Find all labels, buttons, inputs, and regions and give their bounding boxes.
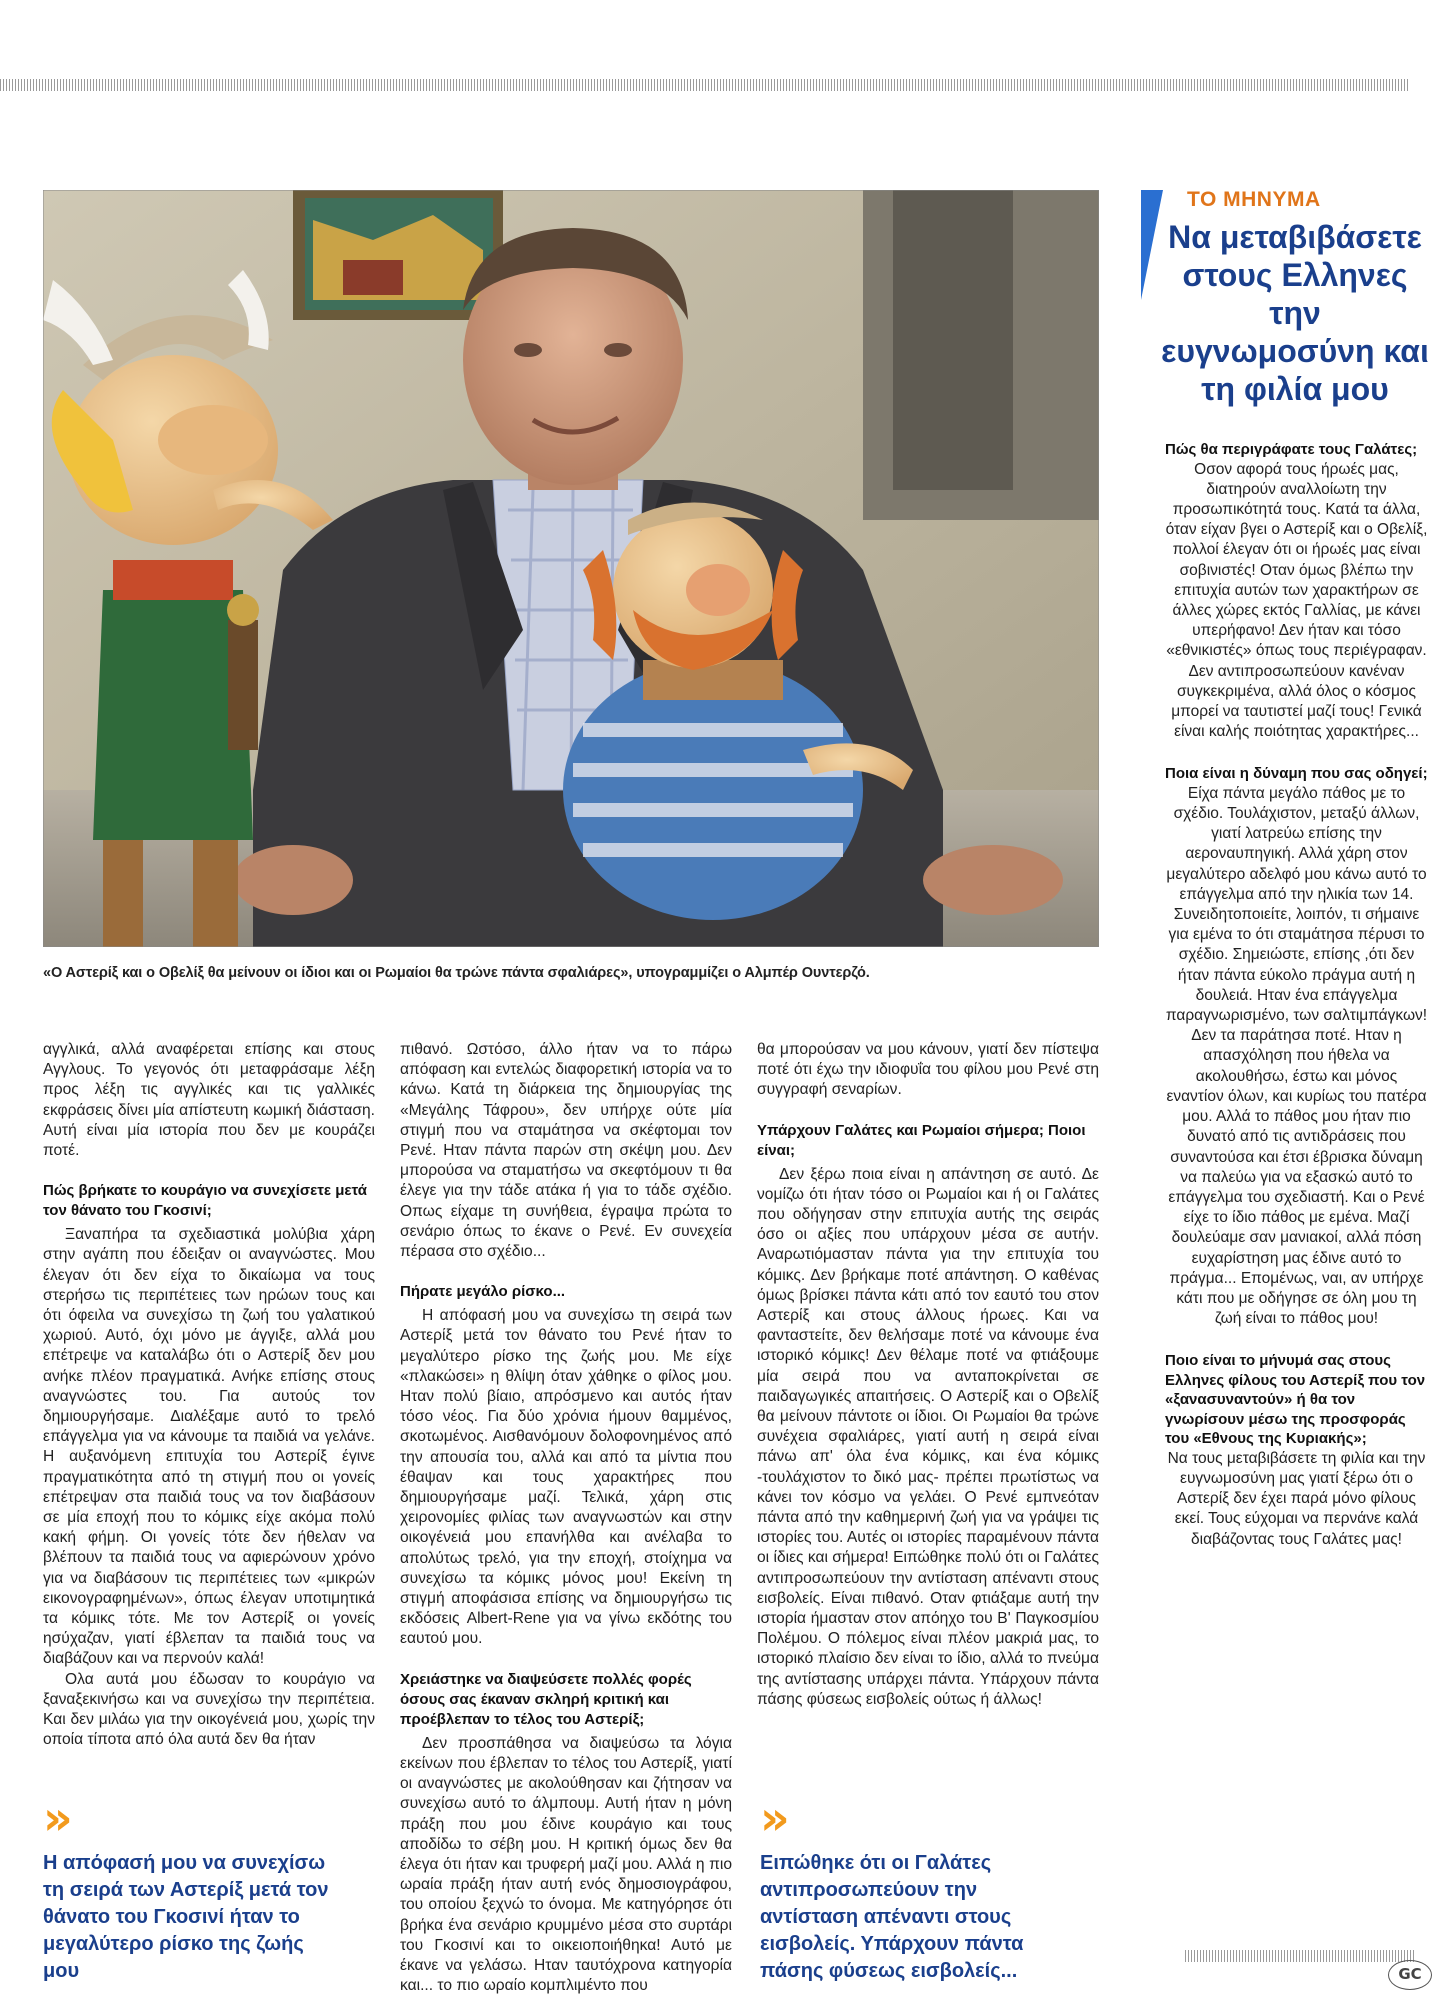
interview-question: Υπάρχουν Γαλάτες και Ρωμαίοι σήμερα; Ποιοι είναι; [757, 1121, 1086, 1159]
article-column-1 [43, 1040, 375, 1751]
article-column-2 [400, 1040, 732, 1996]
top-barcode [0, 79, 1410, 91]
sidebar-interview [1165, 440, 1428, 1572]
double-chevron-icon: » [43, 1791, 63, 1845]
sidebar-answer: Είχα πάντα μεγάλο πάθος με το σχέδιο. Τουλάχιστον, μεταξύ άλλων, γιατί λατρεύω επίσης την αεροναυπηγική. Αλλά χάρη στον μεγαλύτερο αδελφό μου κάνω αυτό το επάγγελμα από την ηλικία των 14. Συνειδητοποιείτε, λοιπόν, τι σήμαινε για εμένα το ότι σταμάτησα πέρυσι το σχέδιο. Σημειώστε, επίσης ,ότι δεν ήταν πάντα εύκολο πράγμα αυτή η δουλειά. Ηταν ένα επάγγελμα παραγνωρισμένο, των σαλτιμπάγκων! Δεν τα παράτησα ποτέ. Ηταν η απασχόληση που ήθελα να ακολουθήσω, έστω και μόνος εναντίον όλων, και κυρίως του πατέρα μου. Αλλά το πάθος μου ήταν πιο δυνατό από τις αντιδράσεις που συναντούσα και έτσι έβρισκα δύναμη να παλεύω για να εξασκώ αυτό το επάγγελμα του σχεδιαστή. Και ο Ρενέ είχε το ίδιο πάθος με εμένα. Μαζί δουλεύαμε σαν μανιακοί, αλλά πόση ευχαρίστηση μας έδινε αυτό το πράγμα... Επομένως, ναι, αν υπήρχε κάτι που με οδήγησε σε όλη μου τη ζωή είναι το πάθος μου! [1165, 784, 1428, 1328]
paragraph: Ολα αυτά μου έδωσαν το κουράγιο να ξαναξεκινήσω και να συνεχίσω την περιπέτεια. Και δεν μιλάω για την οικογένειά μου, χωρίς την οποία τίποτα από όλα αυτά δεν θα ήταν [43, 1670, 375, 1749]
paragraph: αγγλικά, αλλά αναφέρεται επίσης και στους Αγγλους. Το γεγονός ότι μεταφράσαμε λέξη προς λέξη τις αγγλικές και τις γαλλικές εκφράσεις δίνει μία απίστευτη κωμική διάσταση. Αυτή είναι μία ιστορία που δεν με κουράζει ποτέ. [43, 1041, 375, 1160]
interview-question: Πήρατε μεγάλο ρίσκο... [400, 1283, 566, 1301]
paragraph: Δεν ξέρω ποια είναι η απάντηση σε αυτό. Δε νομίζω ότι ήταν τόσο οι Ρωμαίοι και ή οι Γαλάτες που οδήγησαν στην επιτυχία αυτής της σειράς όσο οι αξίες που υπάρχουν μέσα σε αυτήν. Αναρωτιόμασταν πάντα για την επιτυχία του κόμικς. Δεν βρήκαμε ποτέ απάντηση. Ο καθένας όμως βρίσκει πάντα κάτι από τον εαυτό του στον Αστερίξ και στους άλλους ήρωες. Και να φανταστείτε, δεν θελήσαμε ποτέ να κάνουμε ένα ιστορικό κόμικς! Δεν θέλαμε ποτέ να φτιάξουμε μία σειρά που να ανταποκρίνεται σε παιδαγωγικές απαιτήσεις. Ο Αστερίξ και ο Οβελίξ θα μείνουν πάντοτε οι ίδιοι. Οι Ρωμαίοι θα τρώνε συνέχεια σφαλιάρες, γιατί αυτή η σειρά είναι πάνω απ' όλα ένα κόμικς, και ένα κόμικς -τουλάχιστον το δικό μας- πρέπει πρωτίστως να κάνει τον κόσμο να γελάει. Ο Ρενέ εμπνεόταν πάντα από την καθημερινή ζωή για να γράψει τις ιστορίες του. Αυτές οι ιστορίες παραμένουν πάντα οι ίδιες και σήμερα! Ειπώθηκε πολύ ότι οι Γαλάτες αντιπροσωπεύουν την αντίσταση απέναντι στους εισβολείς. Είναι πιθανό. Οταν φτιάξαμε αυτή την ιστορία ήμασταν στον απόηχο του Β' Παγκοσμίου Πολέμου. Ο πόλεμος είναι πλέον μακριά μας, το ιστορικό πλαίσιο δεν είναι το ίδιο, αλλά το πνεύμα της αντίστασης υπάρχει πάντα. Υπάρχουν πάντα πάσης φύσεως εισβολείς ούτως ή άλλως! [757, 1165, 1099, 1708]
pull-quote-text: Ειπώθηκε ότι οι Γαλάτες αντιπροσωπεύουν την αντίσταση απέναντι στους εισβολείς. Υπάρχουν πάντα πάσης φύσεως εισβολείς... [760, 1852, 1024, 1982]
interview-question: Πώς βρήκατε το κουράγιο να συνεχίσετε μετά τον θάνατο του Γκοσινί; [43, 1182, 367, 1220]
article-column-3 [757, 1040, 1099, 1710]
interview-question: Χρειάστηκε να διαψεύσετε πολλές φορές όσους σας έκαναν σκληρή κριτική και προέβλεπαν το τέλος του Αστερίξ; [400, 1670, 692, 1728]
bottom-barcode [1185, 1950, 1415, 1962]
paragraph: θα μπορούσαν να μου κάνουν, γιατί δεν πίστεψα ποτέ ότι έχω την ιδιοφυΐα του φίλου μου Ρενέ στη συγγραφή σεναρίων. [757, 1041, 1099, 1099]
sidebar-answer: Να τους μεταβιβάσετε τη φιλία και την ευγνωμοσύνη μας γιατί ξέρω ότι ο Αστερίξ δεν έχει παρά μόνο φίλους εκεί. Τους εύχομαι να περνάνε καλά διαβάζοντας τους Γαλάτες μας! [1167, 1449, 1426, 1548]
pull-quote-1 [43, 1791, 343, 1985]
gc-watermark: GC [1388, 1960, 1432, 1990]
pull-quote-text: Η απόφασή μου να συνεχίσω τη σειρά των Αστερίξ μετά τον θάνατο του Γκοσινί ήταν το μεγαλύτερο ρίσκο της ζωής μου [43, 1852, 329, 1982]
sidebar-answer: Οσον αφορά τους ήρωές μας, διατηρούν αναλλοίωτη την προσωπικότητά τους. Κατά τα άλλα, όταν είχαν βγει ο Αστερίξ και ο Οβελίξ, πολλοί έλεγαν ότι οι ήρωές μας είναι σοβινιστές! Οταν όμως βλέπω την επιτυχία αυτών των χαρακτήρων σε άλλες χώρες εκτός Γαλλίας, με κάνει υπερήφανο! Δεν ήταν και τόσο «εθνικιστές» όπως τους περιέγραφαν. Δεν αντιπροσωπεύουν κανέναν συγκεκριμένα, αλλά όλος ο κόσμος μπορεί να ταυτιστεί μαζί τους! Γενικά είναι καλής ποιότητας χαρακτήρες... [1165, 460, 1428, 741]
double-chevron-icon: » [760, 1791, 780, 1845]
article-photo [43, 190, 1099, 947]
sidebar-question: Ποια είναι η δύναμη που σας οδηγεί; [1165, 765, 1428, 783]
paragraph: Ξαναπήρα τα σχεδιαστικά μολύβια χάρη στην αγάπη που έδειξαν οι αναγνώστες. Μου έλεγαν ότι δεν είχα το δικαίωμα να τους στερήσω τις περιπέτειες των ηρώων τους και ότι όφειλα να συνεχίσω τη ζωή του γαλατικού χωριού. Αυτό, όχι μόνο με άγγιξε, αλλά μου επέτρεψε να καταλάβω ότι ο Αστερίξ δεν μου ανήκε πλέον πραγματικά. Ανήκε επίσης στους αναγνώστες του. Για αυτούς τον δημιουργήσαμε. Διαλέξαμε αυτό το τρελό επάγγελμα για να κάνουμε τα παιδιά να γελάνε. Η αυξανόμενη επιτυχία του Αστερίξ έγινε πραγματικότητα από τη στιγμή που οι γονείς επέτρεψαν στα παιδιά τους να τον διαβάσουν σε μία εποχή που το κόμικς είχε ακόμα πολύ κακή φήμη. Οι γονείς τότε δεν ήθελαν να βλέπουν τα παιδιά τους να αφιερώνουν χρόνο για να διαβάσουν τις περιπέτειες των «μικρών εικονογραφημένων», όπως έλεγαν υποτιμητικά τα κόμικς τότε. Με τον Αστερίξ οι γονείς ησύχαζαν, γιατί έβλεπαν τα παιδιά τους να διαβάζουν και να περνούν καλά! [43, 1226, 375, 1668]
paragraph: Δεν προσπάθησα να διαψεύσω τα λόγια εκείνων που έβλεπαν το τέλος του Αστερίξ, γιατί οι αναγνώστες με ακολούθησαν και ζήτησαν να συνεχίσω αυτό το άλμπουμ. Αυτή ήταν η μόνη πράξη που μου έδινε κουράγιο και τους αποδίδω το σέβη μου. Η κριτική όμως δεν θα έλεγα ότι ήταν και τρυφερή μαζί μου. Αλλά η πιο ωραία πράξη ήταν αυτή ενός δημοσιογράφου, του οποίου ξεχνώ το όνομα. Με κατηγόρησε ότι βρήκα ένα σενάριο κρυμμένο μέσα στο συρτάρι του Γκοσινί και το οικειοποιήθηκα! Αυτό με έκανε να γελάσω. Ηταν ταυτόχρονα κατηγορία και... το πιο ωραίο κομπλιμέντο που [400, 1734, 732, 1995]
pull-quote-2 [760, 1791, 1080, 1985]
photo-caption: «Ο Αστερίξ και ο Οβελίξ θα μείνουν οι ίδιοι και οι Ρωμαίοι θα τρώνε πάντα σφαλιάρες», υπογραμμίζει ο Αλμπέρ Ουντερζό. [43, 965, 870, 981]
sidebar-label: ΤΟ ΜΗΝΥΜΑ [1187, 188, 1321, 211]
paragraph: Η απόφασή μου να συνεχίσω τη σειρά των Αστερίξ μετά τον θάνατο του Ρενέ ήταν το μεγαλύτερο ρίσκο της ζωής μου. Με είχε «πλακώσει» η θλίψη όταν χάθηκε ο φίλος μου. Ηταν πολύ βίαιο, απρόσμενο και αυτός ήταν τόσο νέος. Για δύο χρόνια ήμουν θαμμένος, σκοτωμένος. Αισθανόμουν δολοφονημένος από την απουσία του, αλλά και από τα μίντια που έθαψαν και τους χαρακτήρες που δημιουργήσαμε μαζί. Τελικά, χάρη στις χειρονομίες φιλίας των αναγνωστών και στην οικογένειά μου επανήλθα και ανέλαβα το απολύτως τρελό, για την εποχή, στοίχημα να συνεχίσω τα κόμικς μόνος μου! Εκείνη τη στιγμή αποφάσισα επίσης να δημιουργήσω τις εκδόσεις Albert-Rene για να γίνω εκδότης του εαυτού μου. [400, 1307, 732, 1648]
sidebar-question: Πώς θα περιγράφατε τους Γαλάτες; [1165, 441, 1418, 458]
sidebar-question: Ποιο είναι το μήνυμά σας στους Ελληνες φίλους του Αστερίξ που τον «ξανασυναντούν» ή θα τον γνωρίσουν μέσω της προσφοράς του «Εθνους της Κυριακής»; [1165, 1352, 1426, 1448]
paragraph: πιθανό. Ωστόσο, άλλο ήταν να το πάρω απόφαση και εντελώς διαφορετική ιστορία να το κάνω. Κατά τη διάρκεια της δημιουργίας της «Μεγάλης Τάφρου», δεν υπήρχε ούτε μία στιγμή που να σταμάτησα να σκέφτομαι τον Ρενέ. Ηταν πάντα παρών στη σκέψη μου. Δεν μπορούσα να σταματήσω να σκεφτόμουν τι θα έλεγε για την τάδε ατάκα ή για το τάδε σχέδιο. Οπως είχαμε τη συνήθεια, έγραψα πρώτα το σενάριο όπως το έκανε ο Ρενέ. Εν συνεχεία πέρασα στο σχέδιο... [400, 1041, 732, 1261]
sidebar-title: Να μεταβιβάσετε στους Ελληνες την ευγνωμοσύνη και τη φιλία μου [1161, 219, 1429, 407]
